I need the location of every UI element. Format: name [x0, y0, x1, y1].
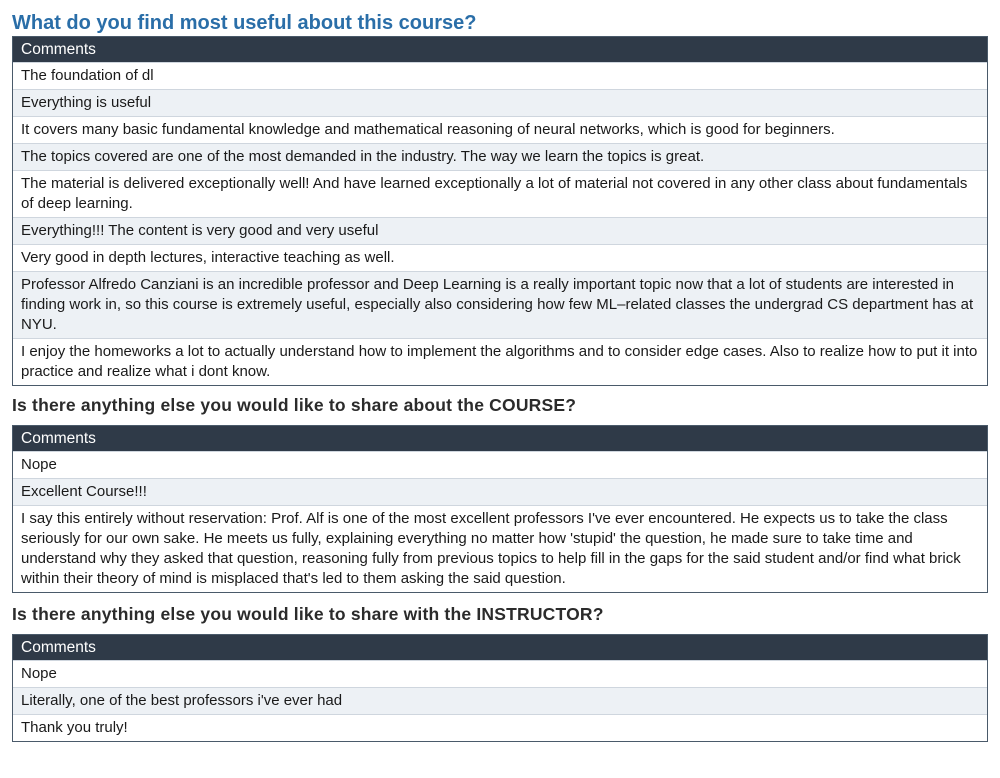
table-row: Everything is useful: [13, 89, 987, 116]
table-row: The material is delivered exceptionally well! And have learned exceptionally a lot of material not covered in any other class about fundamentals of deep learning.: [13, 170, 987, 217]
table-row: The topics covered are one of the most demanded in the industry. The way we learn the topics is great.: [13, 143, 987, 170]
page-title: What do you find most useful about this course?: [12, 12, 477, 34]
table-row: Literally, one of the best professors i've ever had: [13, 687, 987, 714]
section-title-course: Is there anything else you would like to share about the COURSE?: [12, 395, 577, 415]
table-row: Thank you truly!: [13, 714, 987, 741]
table-row: Everything!!! The content is very good and very useful: [13, 217, 987, 244]
table-header: Comments: [13, 426, 987, 451]
table-row: It covers many basic fundamental knowledge and mathematical reasoning of neural networks, which is good for beginners.: [13, 116, 987, 143]
comments-table-course: [12, 425, 988, 593]
table-row: Nope: [13, 451, 987, 478]
table-header: Comments: [13, 37, 987, 62]
table-row: Very good in depth lectures, interactive teaching as well.: [13, 244, 987, 271]
comments-table-instructor: [12, 634, 988, 742]
comments-table-useful: [12, 36, 988, 386]
section-title-instructor: Is there anything else you would like to share with the INSTRUCTOR?: [12, 604, 604, 624]
table-row: I enjoy the homeworks a lot to actually understand how to implement the algorithms and to consider edge cases. Also to realize how to put it into practice and realize what i dont know.: [13, 338, 987, 385]
table-row: I say this entirely without reservation: Prof. Alf is one of the most excellent professors I've ever encountered. He expects us to take the class seriously for our own sake. He meets us fully, explaining everything no matter how 'stupid' the question, he made sure to take time and understand why they asked that question, reasoning fully from previous topics to help fill in the gaps for the said student and/or find what brick within their theory of mind is misplaced that's led to them asking the said question.: [13, 505, 987, 592]
table-row: The foundation of dl: [13, 62, 987, 89]
table-row: Professor Alfredo Canziani is an incredible professor and Deep Learning is a really important topic now that a lot of students are interested in finding work in, so this course is extremely useful, especially also considering how few ML–related classes the undergrad CS department has at NYU.: [13, 271, 987, 338]
table-header: Comments: [13, 635, 987, 660]
table-row: Excellent Course!!!: [13, 478, 987, 505]
table-row: Nope: [13, 660, 987, 687]
